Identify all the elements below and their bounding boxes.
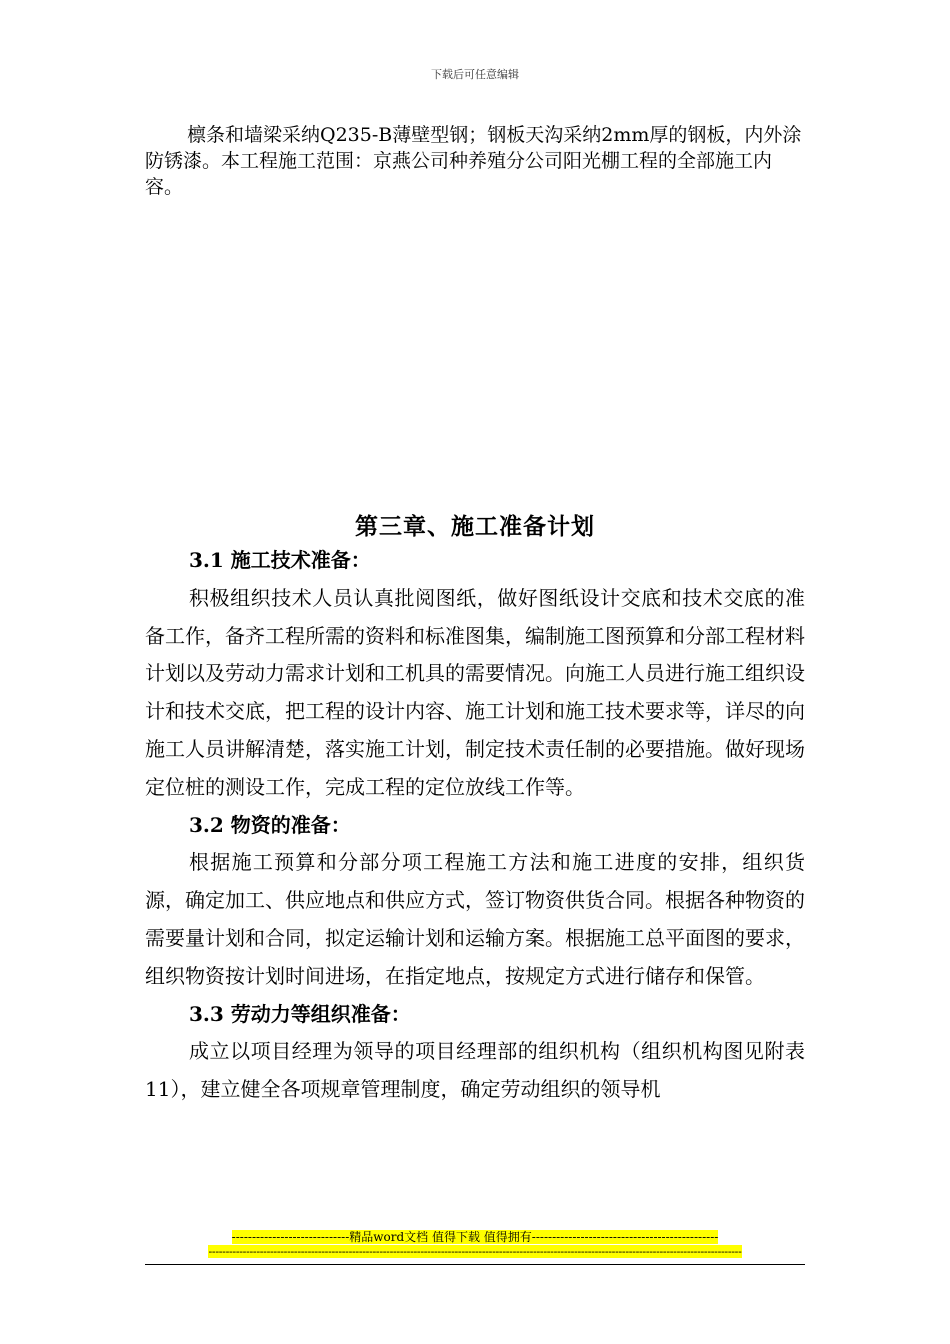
section-heading-3-3: 3.3 劳动力等组织准备： — [189, 1001, 411, 1026]
section-body-3-3: 成立以项目经理为领导的项目经理部的组织机构（组织机构图见附表11），建立健全各项规章管理制度，确定劳动组织的领导机 — [145, 1039, 805, 1102]
chapter-content — [145, 542, 805, 1109]
footer-banner-text: -----------------------------精品word文档 值得下载 值得拥有---------------------------------------------- — [231, 1230, 719, 1244]
section-heading-3-2: 3.2 物资的准备： — [189, 812, 351, 837]
footer-banner — [0, 1228, 950, 1245]
section-body-3-1: 积极组织技术人员认真批阅图纸，做好图纸设计交底和技术交底的准备工作，备齐工程所需的资料和标准图集，编制施工图预算和分部工程材料计划以及劳动力需求计划和工机具的需要情况。向施工人员进行施工组织设计和技术交底，把工程的设计内容、施工计划和施工技术要求等，详尽的向施工人员讲解清楚，落实施工计划，制定技术责任制的必要措施。做好现场定位桩的测设工作，完成工程的定位放线工作等。 — [145, 585, 805, 799]
section-body-3-2: 根据施工预算和分部分项工程施工方法和施工进度的安排，组织货源，确定加工、供应地点和供应方式，签订物资供货合同。根据各种物资的需要量计划和合同，拟定运输计划和运输方案。根据施工总平面图的要求，组织物资按计划时间进场，在指定地点，按规定方式进行储存和保管。 — [145, 850, 805, 988]
chapter-title: 第三章、施工准备计划 — [355, 513, 595, 540]
footer-dashes-text: ------------------------------------------------------------------------------------------------------------------------------------------------------------ — [208, 1245, 742, 1258]
page-header: 下载后可任意编辑 — [431, 68, 519, 81]
footer-rule — [145, 1264, 805, 1265]
footer-dashes — [0, 1245, 950, 1258]
section-heading-3-1: 3.1 施工技术准备： — [189, 548, 371, 572]
intro-paragraph: 檩条和墙梁采纳Q235-B薄壁型钢；钢板天沟采纳2mm厚的钢板，内外涂防锈漆。本工程施工范围：京燕公司种养殖分公司阳光棚工程的全部施工内容。 — [145, 124, 802, 198]
intro-block — [145, 122, 805, 200]
